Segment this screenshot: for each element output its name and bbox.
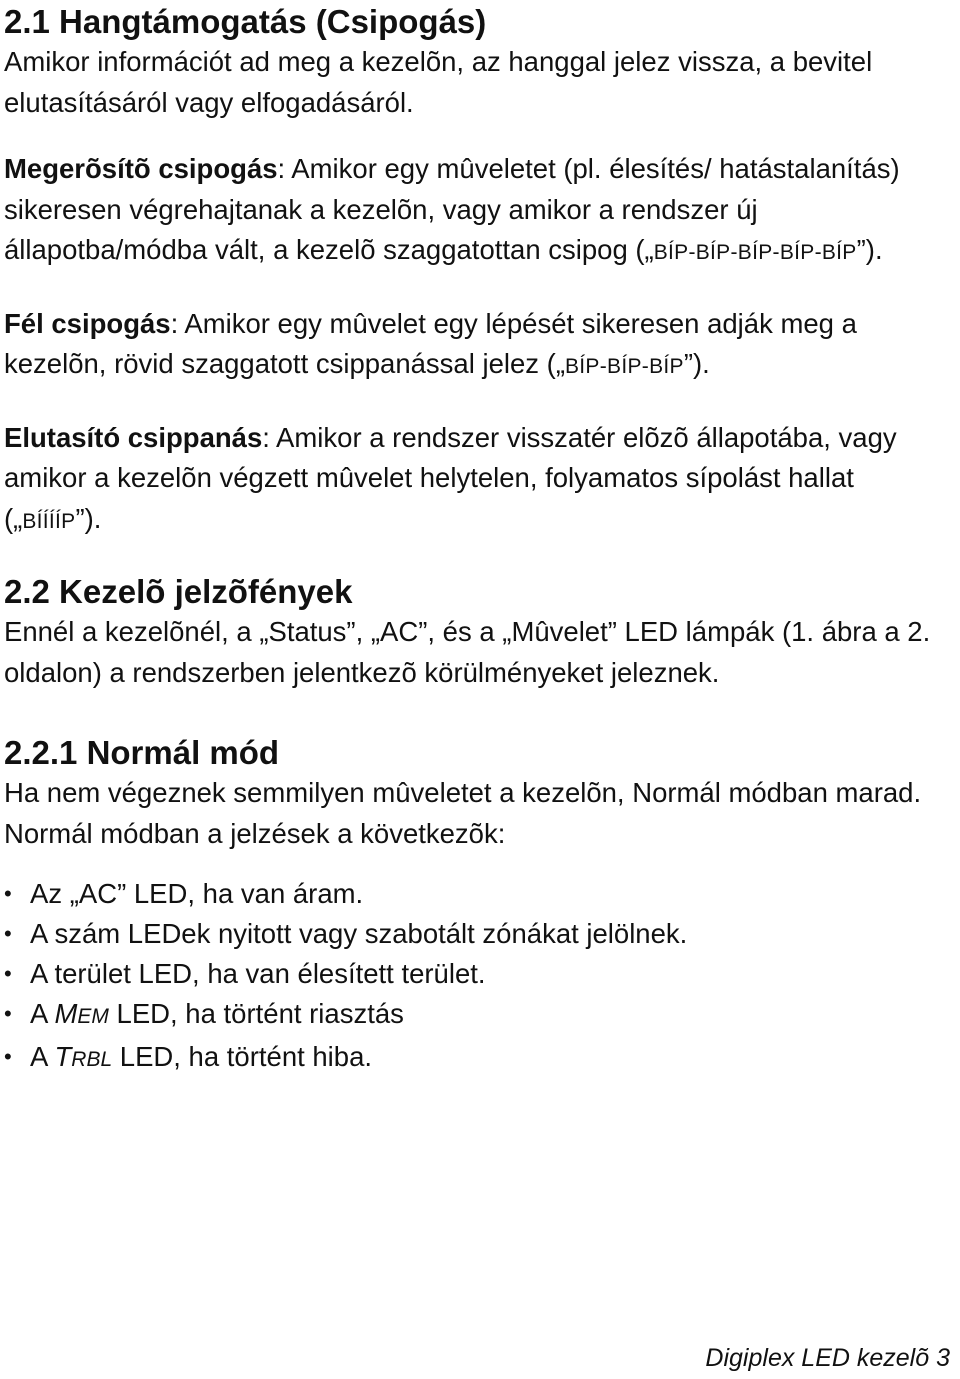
list-item-prefix: A (30, 1041, 55, 1072)
bullet-icon: • (4, 1044, 12, 1069)
half-beep-term: Fél csipogás (4, 307, 171, 339)
section-title-keypad-lights: 2.2 Kezelõ jelzõfények (4, 573, 353, 610)
bullet-icon: • (4, 881, 12, 906)
normal-mode-paragraph: Ha nem végeznek semmilyen mûveletet a kezelõn, Normál módban marad. Normál módban a jelzések a következõk: (4, 777, 922, 849)
reject-beep-text: : Amikor a rendszer visszatér elõzõ állapotába, vagy amikor a kezelõn végzett mûvelet helytelen, folyamatos sípolást hallat („ (4, 421, 897, 534)
list-item-text: A terület LED, ha van élesített terület. (30, 958, 486, 989)
list-item (4, 954, 956, 994)
reject-beep-sound: BÍÍÍÍP (22, 509, 76, 533)
reject-beep-close: ”). (75, 502, 102, 534)
bullet-icon: • (4, 921, 12, 946)
list-item-suffix: LED, ha történt riasztás (108, 998, 404, 1029)
list-item-text: Az „AC” LED, ha van áram. (30, 878, 364, 909)
half-beep-text: : Amikor egy mûvelet egy lépését sikeresen adják meg a kezelõn, rövid szaggatott csippanással jelez („ (4, 307, 857, 379)
mem-label-cap: M (54, 998, 78, 1029)
list-item-suffix: LED, ha történt hiba. (112, 1041, 373, 1072)
section-title-sound-support: 2.1 Hangtámogatás (Csipogás) (4, 3, 487, 40)
keypad-lights-paragraph: Ennél a kezelõnél, a „Status”, „AC”, és a „Mûvelet” LED lámpák (1. ábra a 2. oldalon) a rendszerben jelentkezõ körülményeket jeleznek. (4, 616, 931, 688)
confirm-beep-close: ”). (856, 234, 883, 265)
bullet-icon: • (4, 1001, 12, 1026)
confirm-beep-sound: BÍP-BÍP-BÍP-BÍP-BÍP (653, 241, 857, 264)
page-footer: Digiplex LED kezelõ 3 (705, 1344, 950, 1372)
half-beep-sound: BÍP-BÍP-BÍP (564, 355, 684, 378)
reject-beep-paragraph (4, 418, 956, 543)
mem-label-small: EM (77, 1005, 109, 1028)
list-item-prefix: A (30, 998, 55, 1029)
list-item-text: A szám LEDek nyitott vagy szabotált zónákat jelölnek. (30, 918, 688, 949)
confirm-beep-term: Megerõsítõ csipogás (4, 153, 278, 184)
normal-mode-indications-list (4, 874, 956, 1080)
half-beep-paragraph (4, 304, 956, 388)
reject-beep-term: Elutasító csippanás (4, 421, 263, 453)
list-item (4, 994, 956, 1037)
confirm-beep-paragraph (4, 149, 956, 274)
list-item (4, 914, 956, 954)
section-title-normal-mode: 2.2.1 Normál mód (4, 734, 280, 771)
half-beep-close: ”). (683, 348, 710, 379)
list-item (4, 1037, 956, 1080)
trbl-label-small: RBL (71, 1048, 113, 1071)
trbl-label-cap: T (54, 1041, 72, 1072)
list-item (4, 874, 956, 914)
bullet-icon: • (4, 961, 12, 986)
sound-intro-paragraph: Amikor információt ad meg a kezelõn, az hanggal jelez vissza, a bevitel elutasításáról vagy elfogadásáról. (4, 46, 873, 118)
confirm-beep-text: : Amikor egy mûveletet (pl. élesítés/ hatástalanítás) sikeresen végrehajtanak a kezelõn, vagy amikor a rendszer új állapotba/módba vált, a kezelõ szaggatottan csipog („ (4, 153, 900, 265)
document-page (4, 0, 956, 1080)
